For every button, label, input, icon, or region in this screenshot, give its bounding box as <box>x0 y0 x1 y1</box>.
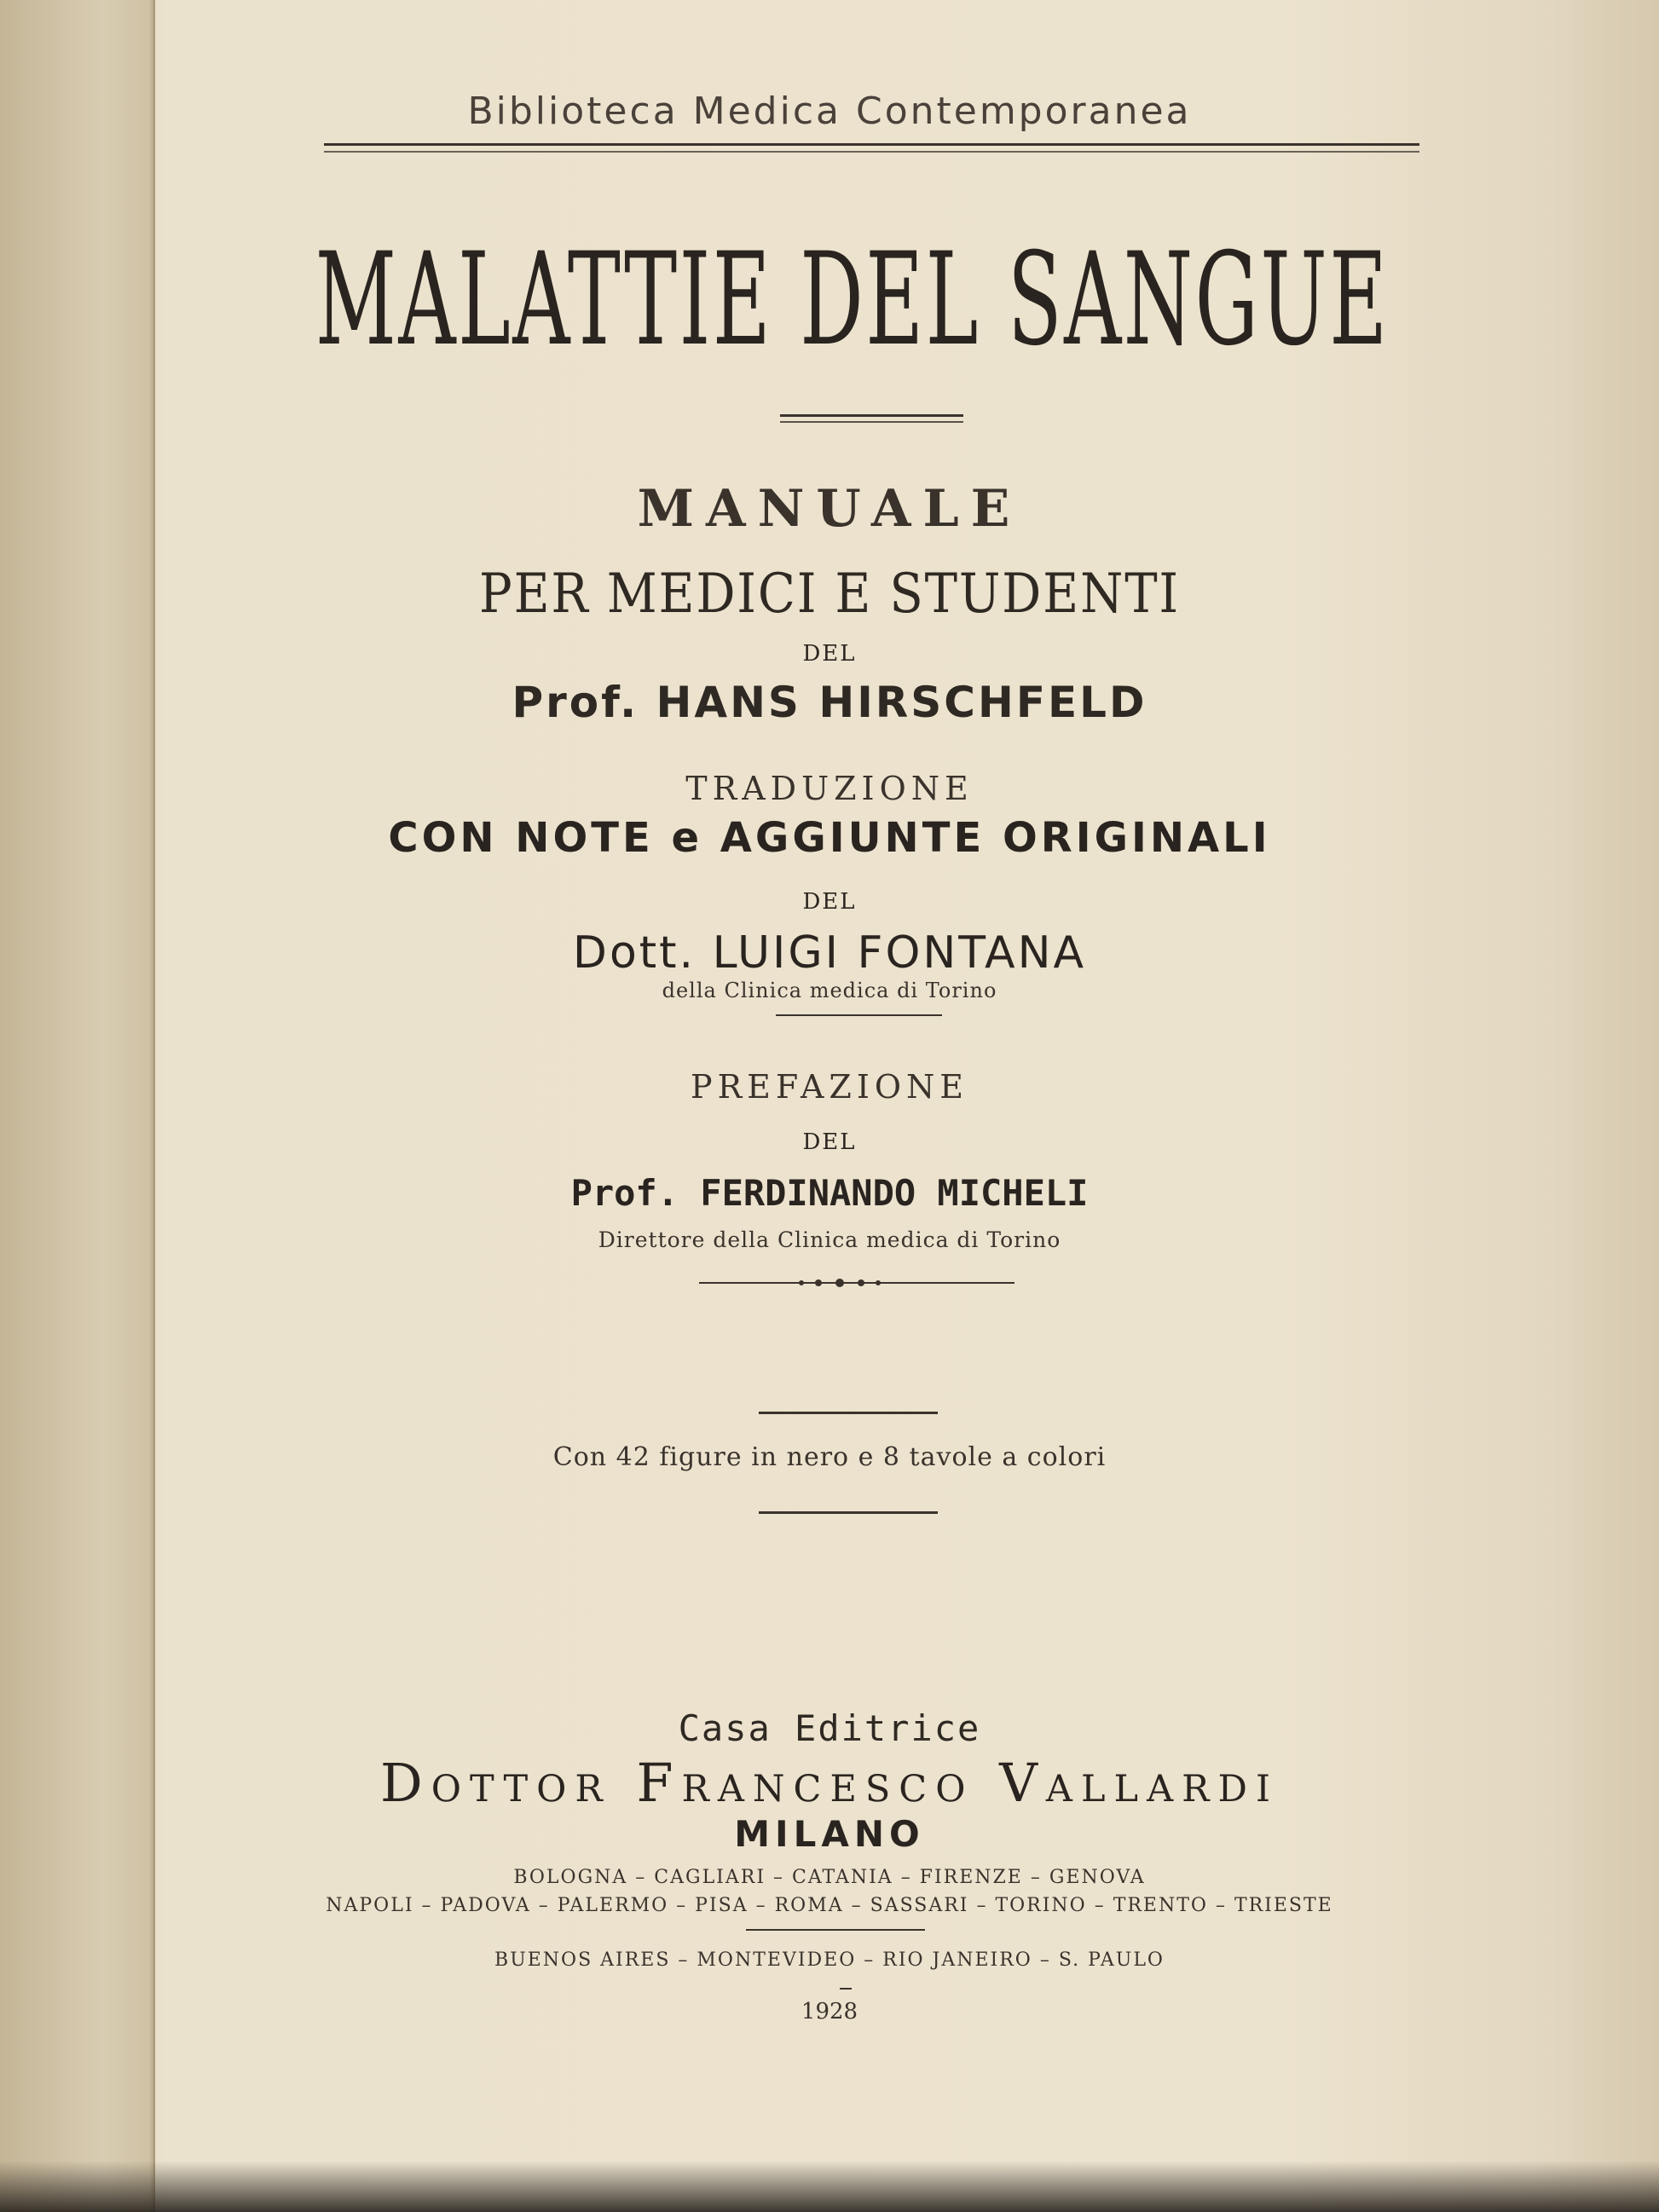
cities-rule <box>746 1929 925 1931</box>
figures-rule-bottom <box>759 1511 938 1514</box>
header-rule <box>324 143 1419 153</box>
year-rule <box>840 1988 852 1990</box>
branch-cities-line-1: BOLOGNA – CAGLIARI – CATANIA – FIRENZE – GENOVA <box>513 1867 1146 1888</box>
branch-cities-line-3: BUENOS AIRES – MONTEVIDEO – RIO JANEIRO – S. PAULO <box>494 1949 1165 1971</box>
preface-label: PREFAZIONE <box>691 1068 968 1106</box>
branch-cities-line-2: NAPOLI – PADOVA – PALERMO – PISA – ROMA – SASSARI – TORINO – TRENTO – TRIESTE <box>326 1895 1333 1916</box>
translator-affiliation: della Clinica medica di Torino <box>662 979 997 1002</box>
translator-name: Dott. LUIGI FONTANA <box>572 927 1087 979</box>
ornamental-rule-icon <box>699 1279 1014 1287</box>
translator-rule <box>776 1014 942 1016</box>
del-label-preface: DEL <box>802 1129 857 1155</box>
title-rule <box>780 414 963 417</box>
book-title: MALATTIE DEL SANGUE <box>315 226 1390 374</box>
publisher-city: MILANO <box>734 1813 925 1855</box>
preface-author-affiliation: Direttore della Clinica medica di Torino <box>598 1227 1061 1252</box>
translation-label: TRADUZIONE <box>685 770 974 807</box>
del-label-translator: DEL <box>802 889 857 915</box>
figures-note: Con 42 figure in nero e 8 tavole a colori <box>552 1442 1107 1472</box>
author-name: Prof. HANS HIRSCHFELD <box>512 678 1147 727</box>
preface-author-name: Prof. FERDINANDO MICHELI <box>570 1172 1089 1214</box>
publisher-name: Dottor Francesco Vallardi <box>380 1752 1279 1814</box>
del-label-author: DEL <box>802 641 857 667</box>
subtitle-manuale: MANUALE <box>637 479 1022 539</box>
subtitle-audience: PER MEDICI E STUDENTI <box>479 563 1180 626</box>
series-name: Biblioteca Medica Contemporanea <box>467 90 1192 133</box>
bottom-shadow <box>0 2161 1659 2212</box>
figures-rule-top <box>759 1412 938 1414</box>
publication-year: 1928 <box>801 1999 858 2024</box>
translation-note: CON NOTE e AGGIUNTE ORIGINALI <box>388 814 1271 862</box>
publisher-label: Casa Editrice <box>678 1707 981 1749</box>
title-rule-lower <box>780 421 963 423</box>
